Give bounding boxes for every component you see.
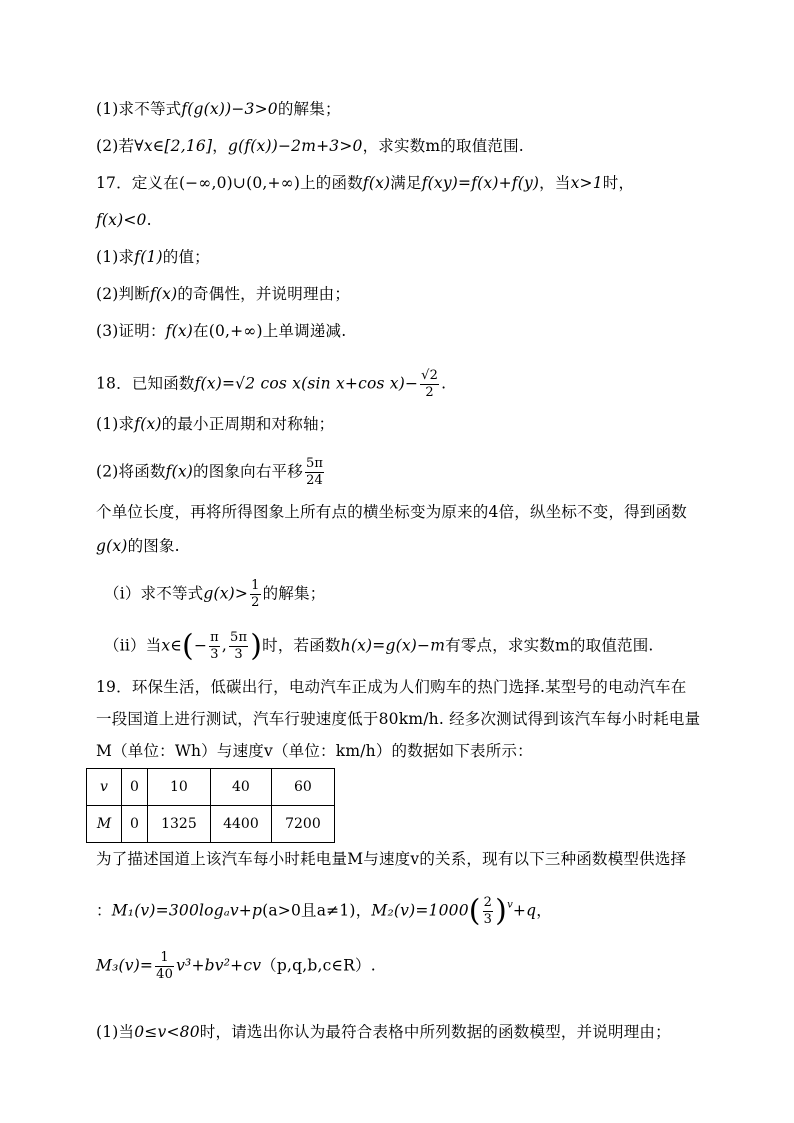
q17-part2: (2)判断f(x)的奇偶性，并说明理由； bbox=[96, 285, 351, 303]
q17-stem-cont: f(x)<0. bbox=[96, 211, 152, 229]
q19-line3: M（单位：Wh）与速度v（单位：km/h）的数据如下表所示： bbox=[96, 742, 533, 760]
data-table bbox=[86, 768, 335, 843]
q17-condition: f(xy)=f(x)+f(y) bbox=[421, 174, 540, 192]
q19-model-3: M₃(v)= $\frac{1}{40}$ v³+bv²+cv（p,q,b,c∈R）. bbox=[96, 950, 376, 982]
q16-part2-expr: g(f(x))−2m+3>0 bbox=[227, 137, 363, 155]
q17-part3: (3)证明：f(x)在(0,+∞)上单调递减. bbox=[96, 322, 347, 340]
table-row: v 0 10 40 60 bbox=[87, 769, 335, 806]
q18-part1: (1)求f(x)的最小正周期和对称轴； bbox=[96, 415, 335, 433]
table-row: M 0 1325 4400 7200 bbox=[87, 806, 335, 843]
q19-line1: 19．环保生活，低碳出行，电动汽车正成为人们购车的热门选择.某型号的电动汽车在 bbox=[96, 678, 687, 696]
q18-half-frac: $\frac{1}{2}$ bbox=[251, 578, 260, 610]
q16-part2-domain: ∀x∈[2,16] bbox=[134, 137, 213, 155]
q16-part2: (2)若∀x∈[2,16]，g(f(x))−2m+3>0，求实数m的取值范围. bbox=[96, 137, 524, 155]
q19-line4: 为了描述国道上该汽车每小时耗电量M与速度v的关系，现有以下三种函数模型供选择 bbox=[96, 850, 687, 868]
q17-domain: (−∞,0)∪(0,+∞) bbox=[178, 174, 301, 192]
left-paren: ( bbox=[182, 628, 194, 664]
q18-part2-cont2: g(x)的图象. bbox=[96, 537, 180, 555]
model-m3: M₃(v)= bbox=[96, 956, 154, 975]
q18-function-expr: f(x)=√2 cos x(sin x+cos x)− bbox=[194, 374, 419, 393]
q18-frac: $\frac{√2}{2}$ bbox=[421, 368, 439, 400]
q19-line2: 一段国道上进行测试，汽车行驶速度低于80km/h. 经多次测试得到该汽车每小时耗电量 bbox=[96, 710, 701, 728]
q17-part1: (1)求f(1)的值； bbox=[96, 248, 210, 266]
q16-part1-expr: f(g(x))−3>0 bbox=[181, 100, 278, 118]
q16-part1: (1)求不等式f(g(x))−3>0的解集； bbox=[96, 100, 341, 118]
q19-part1: (1)当0≤v<80时，请选出你认为最符合表格中所列数据的函数模型，并说明理由； bbox=[96, 1023, 671, 1041]
q18-stem: 18．已知函数f(x)=√2 cos x(sin x+cos x)− $\frac{√2}{2}$ . bbox=[96, 368, 447, 400]
q18-shift-frac: $\frac{5\pi}{24}$ bbox=[305, 456, 324, 488]
model-m2: M₂(v)=1000 bbox=[371, 901, 469, 920]
model-m1: M₁(v)=300logₐv+p bbox=[111, 901, 263, 920]
q18-part2-cont: 个单位长度，再将所得图象上所有点的横坐标变为原来的4倍，纵坐标不变，得到函数 bbox=[96, 503, 687, 521]
q18-sub-i: （i）求不等式g(x)> $\frac{1}{2}$ 的解集； bbox=[104, 578, 326, 610]
right-paren: ) bbox=[250, 628, 263, 664]
q17-stem: 17．定义在(−∞,0)∪(0,+∞)上的函数f(x)满足f(xy)=f(x)+f(y)，当x>1时， bbox=[96, 174, 635, 192]
q18-sub-ii: （ii）当x∈(− $\frac{\pi}{3}$ , $\frac{5\pi}{3}$ )时，若函数h(x)=g(x)−m有零点，求实数m的取值范围. bbox=[104, 628, 654, 664]
q18-part2: (2)将函数f(x)的图象向右平移 $\frac{5\pi}{24}$ bbox=[96, 456, 324, 488]
q19-models-1-2: ：M₁(v)=300logₐv+p(a>0且a≠1)，M₂(v)=1000( $\frac{2}{3}$ )$^v$+q， bbox=[96, 893, 552, 929]
